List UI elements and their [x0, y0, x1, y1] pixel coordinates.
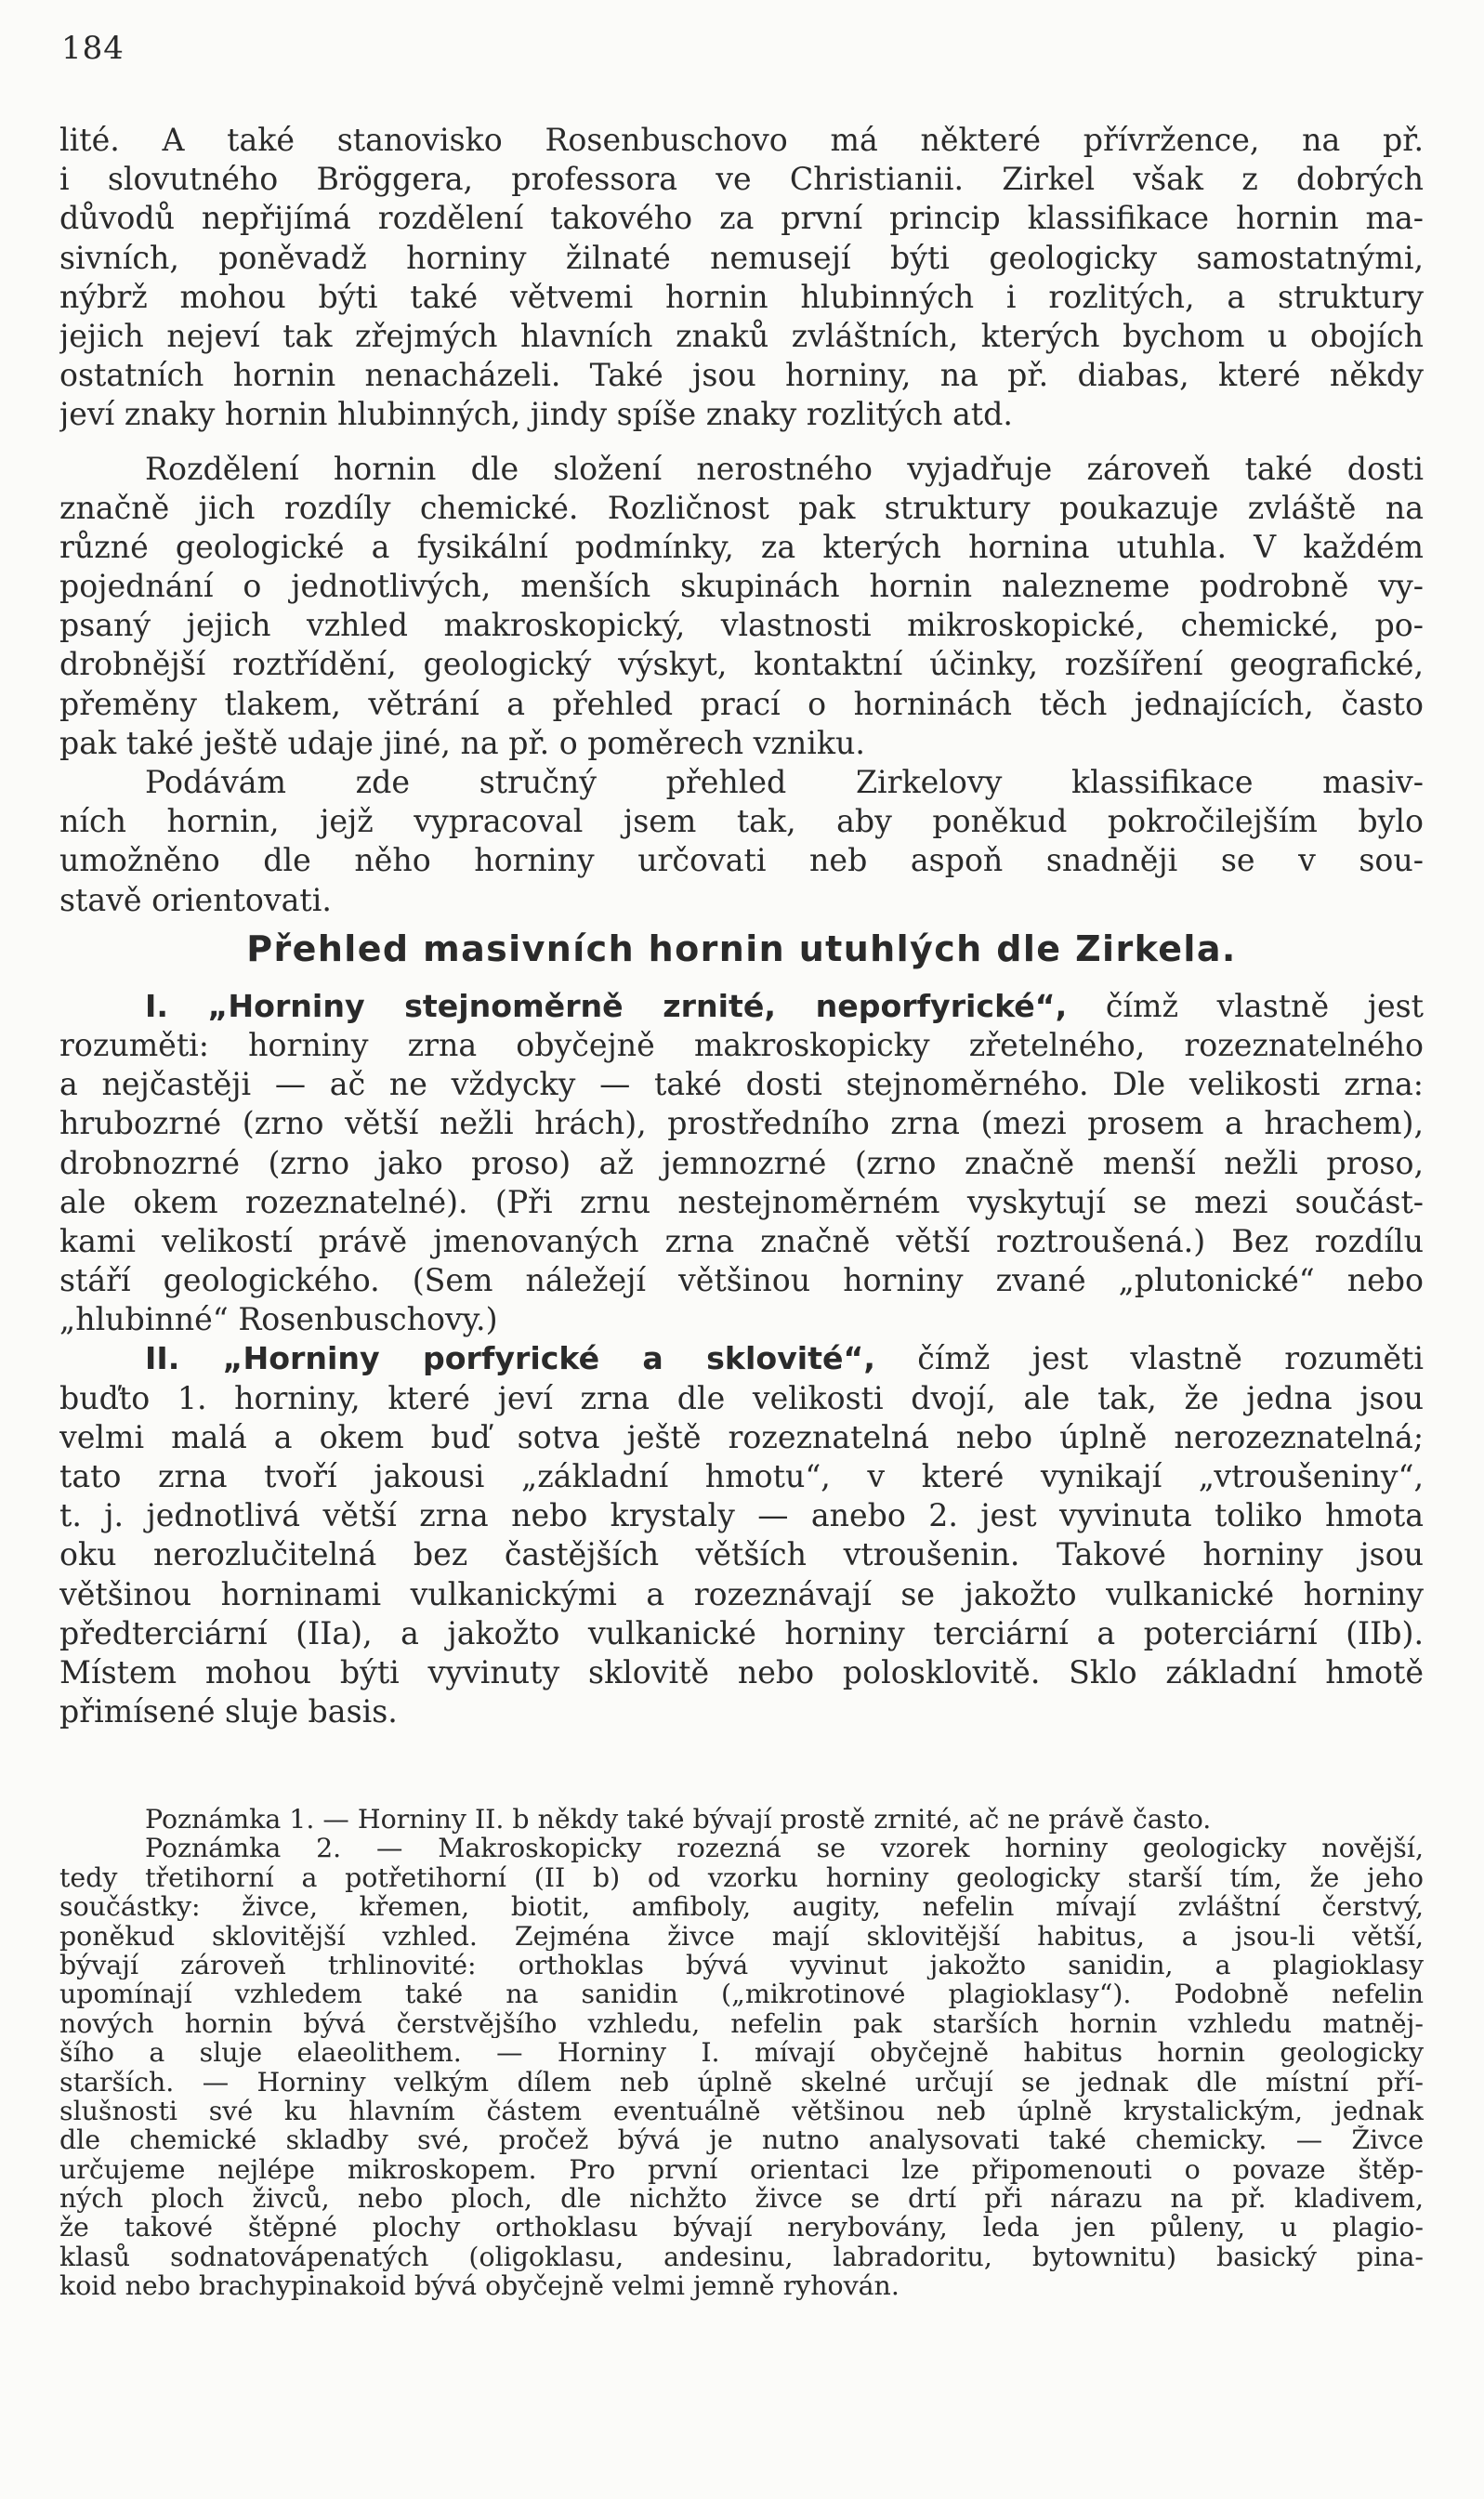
note-line: upomínají vzhledem také na sanidin („mikrotinové plagioklasy“). Podobně nefelin [59, 1979, 1424, 2009]
text-line-content: a nejčastěji — ač ne vždycky — také dosti stejnoměrného. Dle velikosti zrna: [59, 1066, 1424, 1103]
text-line-content: oku nerozlučitelná bez častějších větších vtroušenin. Takové horniny jsou [59, 1536, 1424, 1573]
note-line: poněkud sklovitější vzhled. Zejména živce mají sklovitější habitus, a jsou-li větší, [59, 1921, 1424, 1951]
text-line [59, 395, 1424, 434]
note-line: starších. — Horniny velkým dílem neb úplně skelné určují se jednak dle místní pří- [59, 2067, 1424, 2097]
note-line: určujeme nejlépe mikroskopem. Pro první orientaci lze připomenouti o povaze štěp- [59, 2154, 1424, 2185]
text-line-content: Místem mohou býti vyvinuty sklovitě nebo polosklovitě. Sklo základní hmotě [59, 1653, 1424, 1690]
text-line [59, 356, 1424, 395]
paragraph [59, 1339, 1424, 1731]
text-line-content: různé geologické a fysikální podmínky, za kterých hornina utuhla. V každém [59, 528, 1424, 565]
note-line: Poznámka 1. — Horniny II. b někdy také bývají prostě zrnité, ač ne právě často. [145, 1805, 1212, 1835]
paragraph [59, 763, 1424, 920]
text-line [59, 881, 1424, 920]
text-line [59, 1261, 1424, 1300]
text-line-content: drobnější roztřídění, geologický výskyt, kontaktní účinky, rozšíření geografické, [59, 646, 1424, 683]
text-line-content: ostatních hornin nenacházeli. Také jsou horniny, na př. diabas, které někdy [59, 357, 1424, 394]
text-line-content: sivních, poněvadž horniny žilnaté nemusejí býti geologicky samostatnými, [59, 239, 1424, 276]
text-line [59, 763, 1424, 802]
footnotes [59, 1805, 1424, 2301]
note-line: šího a sluje elaeolithem. — Horniny I. mívají obyčejně habitus hornin geologicky [59, 2038, 1424, 2068]
text-line [59, 1339, 1424, 1378]
text-line-content: předterciární (IIa), a jakožto vulkanické horniny terciární a poterciární (IIb). [59, 1614, 1424, 1651]
note-line: slušnosti své ku hlavním částem eventuálně většinou neb úplně krystalickým, jednak [59, 2096, 1424, 2126]
text-line-content: t. j. jednotlivá větší zrna nebo krystaly — anebo 2. jest vyvinuta toliko hmota [59, 1497, 1424, 1534]
text-line [59, 645, 1424, 684]
text-line [59, 685, 1424, 724]
text-line-content: jejich nejeví tak zřejmých hlavních znaků zvláštních, kterých bychom u obojích [59, 317, 1424, 354]
note-line: bývají zároveň trhlinovité: orthoklas bývá vyvinut jakožto sanidin, a plagioklasy [59, 1950, 1424, 1980]
text-line-content: většinou horninami vulkanickými a rozeznávají se jakožto vulkanické horniny [59, 1575, 1424, 1612]
text-line [59, 1026, 1424, 1065]
text-line-content: Rozdělení hornin dle složení nerostného vyjadřuje zároveň také dosti [145, 450, 1424, 487]
note-line: koid nebo brachypinakoid bývá obyčejně velmi jemně ryhován. [59, 2271, 900, 2301]
category-heading: II. „Horniny porfyrické a sklovité“, [145, 1340, 875, 1377]
note-line: ných ploch živců, nebo ploch, dle nichžto živce se drtí při nárazu na př. kladivem, [59, 2184, 1424, 2214]
text-line [59, 987, 1424, 1026]
text-line [59, 724, 1424, 763]
paragraph [59, 450, 1424, 764]
text-line-content: stavě orientovati. [59, 881, 332, 918]
text-line-content: značně jich rozdíly chemické. Rozličnost pak struktury poukazuje zvláště na [59, 489, 1424, 526]
text-line [59, 567, 1424, 606]
text-line-content: jeví znaky hornin hlubinných, jindy spíše znaky rozlitých atd. [59, 396, 1013, 433]
text-line [59, 1300, 1424, 1339]
text-line-content: ale okem rozeznatelné). (Při zrnu nestejnoměrném vyskytují se mezi součást- [59, 1183, 1424, 1220]
text-line [59, 1575, 1424, 1614]
text-line [59, 606, 1424, 645]
text-line [59, 199, 1424, 238]
note-line: tedy třetihorní a potřetihorní (II b) od vzorku horniny geologicky starší tím, že jeho [59, 1862, 1424, 1893]
section-title: Přehled masivních hornin utuhlých dle Zirkela. [246, 927, 1237, 969]
note-line: dle chemické skladby své, pročež bývá je nutno analysovati také chemicky. — Živce [59, 2125, 1424, 2155]
text-line-content: čímž jest vlastně rozuměti [874, 1340, 1424, 1377]
text-line-content: buďto 1. horniny, které jeví zrna dle velikosti dvojí, ale tak, že jedna jsou [59, 1379, 1424, 1416]
text-line [59, 1104, 1424, 1143]
text-line [59, 160, 1424, 199]
text-line [59, 1457, 1424, 1496]
text-line-content: přeměny tlakem, větrání a přehled prací o horninách těch jednajících, často [59, 685, 1424, 722]
text-line-content: nýbrž mohou býti také větvemi hornin hlubinných i rozlitých, a struktury [59, 278, 1424, 315]
main-text [59, 121, 1424, 1731]
text-line-content: čímž vlastně jest [1067, 987, 1424, 1024]
text-line [59, 450, 1424, 489]
text-line-content: tato zrna tvoří jakousi „základní hmotu“, v které vynikají „vtroušeniny“, [59, 1458, 1424, 1494]
text-line-content: stáří geologického. (Sem náležejí většinou horniny zvané „plutonické“ nebo [59, 1262, 1424, 1299]
text-line-content: „hlubinné“ Rosenbuschovy.) [59, 1301, 498, 1338]
text-line-content: hrubozrné (zrno větší nežli hrách), prostředního zrna (mezi prosem a hrachem), [59, 1105, 1424, 1142]
text-line [59, 1614, 1424, 1653]
text-line [59, 317, 1424, 356]
page-number: 184 [61, 30, 125, 67]
note-line: klasů sodnatovápenatých (oligoklasu, andesinu, labradoritu, bytownitu) basický pina- [59, 2242, 1424, 2272]
text-line-content: lité. A také stanovisko Rosenbuschovo má některé přívržence, na př. [59, 122, 1424, 158]
text-line [59, 239, 1424, 278]
text-line-content: pak také ještě udaje jiné, na př. o poměrech vzniku. [59, 724, 865, 761]
text-line [59, 1222, 1424, 1261]
text-line-content: umožněno dle něho horniny určovati neb aspoň snadněji se v sou- [59, 842, 1424, 879]
text-line [59, 278, 1424, 317]
text-line-content: pojednání o jednotlivých, menších skupinách hornin nalezneme podrobně vy- [59, 568, 1424, 605]
text-line [59, 841, 1424, 880]
text-line [59, 489, 1424, 528]
paragraph [59, 121, 1424, 435]
paragraph [59, 987, 1424, 1340]
text-line [59, 802, 1424, 841]
text-line-content: rozuměti: horniny zrna obyčejně makroskopicky zřetelného, rozeznatelného [59, 1026, 1424, 1063]
text-line-content: Podávám zde stručný přehled Zirkelovy klassifikace masiv- [145, 764, 1424, 800]
note-line: součástky: živce, křemen, biotit, amfiboly, augity, nefelin mívají zvláštní čerstvý, [59, 1892, 1424, 1922]
text-line [59, 1183, 1424, 1222]
text-line-content: kami velikostí právě jmenovaných zrna značně větší roztroušená.) Bez rozdílu [59, 1222, 1424, 1259]
text-line-content: ních hornin, jejž vypracoval jsem tak, aby poněkud pokročilejším bylo [59, 803, 1424, 840]
text-line-content: důvodů nepřijímá rozdělení takového za první princip klassifikace hornin ma- [59, 200, 1424, 237]
text-line [59, 1496, 1424, 1535]
text-line-content: psaný jejich vzhled makroskopický, vlastnosti mikroskopické, chemické, po- [59, 607, 1424, 644]
text-line-content: přimísené sluje basis. [59, 1693, 398, 1730]
text-line-content: drobnozrné (zrno jako proso) až jemnozrné (zrno značně menší nežli proso, [59, 1144, 1424, 1181]
note-line: že takové štěpné plochy orthoklasu bývají nerybovány, leda jen půleny, u plagio- [59, 2213, 1424, 2243]
text-line-content: velmi malá a okem buď sotva ještě rozeznatelná nebo úplně nerozeznatelná; [59, 1418, 1424, 1455]
text-line [59, 1418, 1424, 1457]
text-line [59, 528, 1424, 567]
category-heading: I. „Horniny stejnoměrně zrnité, neporfyrické“, [145, 987, 1068, 1024]
text-line [59, 1144, 1424, 1183]
text-line [59, 1065, 1424, 1104]
text-line [59, 1379, 1424, 1418]
text-line-content: i slovutného Bröggera, professora ve Christianii. Zirkel však z dobrých [59, 161, 1424, 198]
text-line [59, 121, 1424, 160]
text-line [59, 1692, 1424, 1731]
text-line [59, 1653, 1424, 1692]
text-line [59, 1535, 1424, 1574]
note-line: Poznámka 2. — Makroskopicky rozezná se vzorek horniny geologicky novější, [145, 1834, 1424, 1863]
note-line: nových hornin bývá čerstvějšího vzhledu, nefelin pak starších hornin vzhledu matněj- [59, 2008, 1424, 2039]
